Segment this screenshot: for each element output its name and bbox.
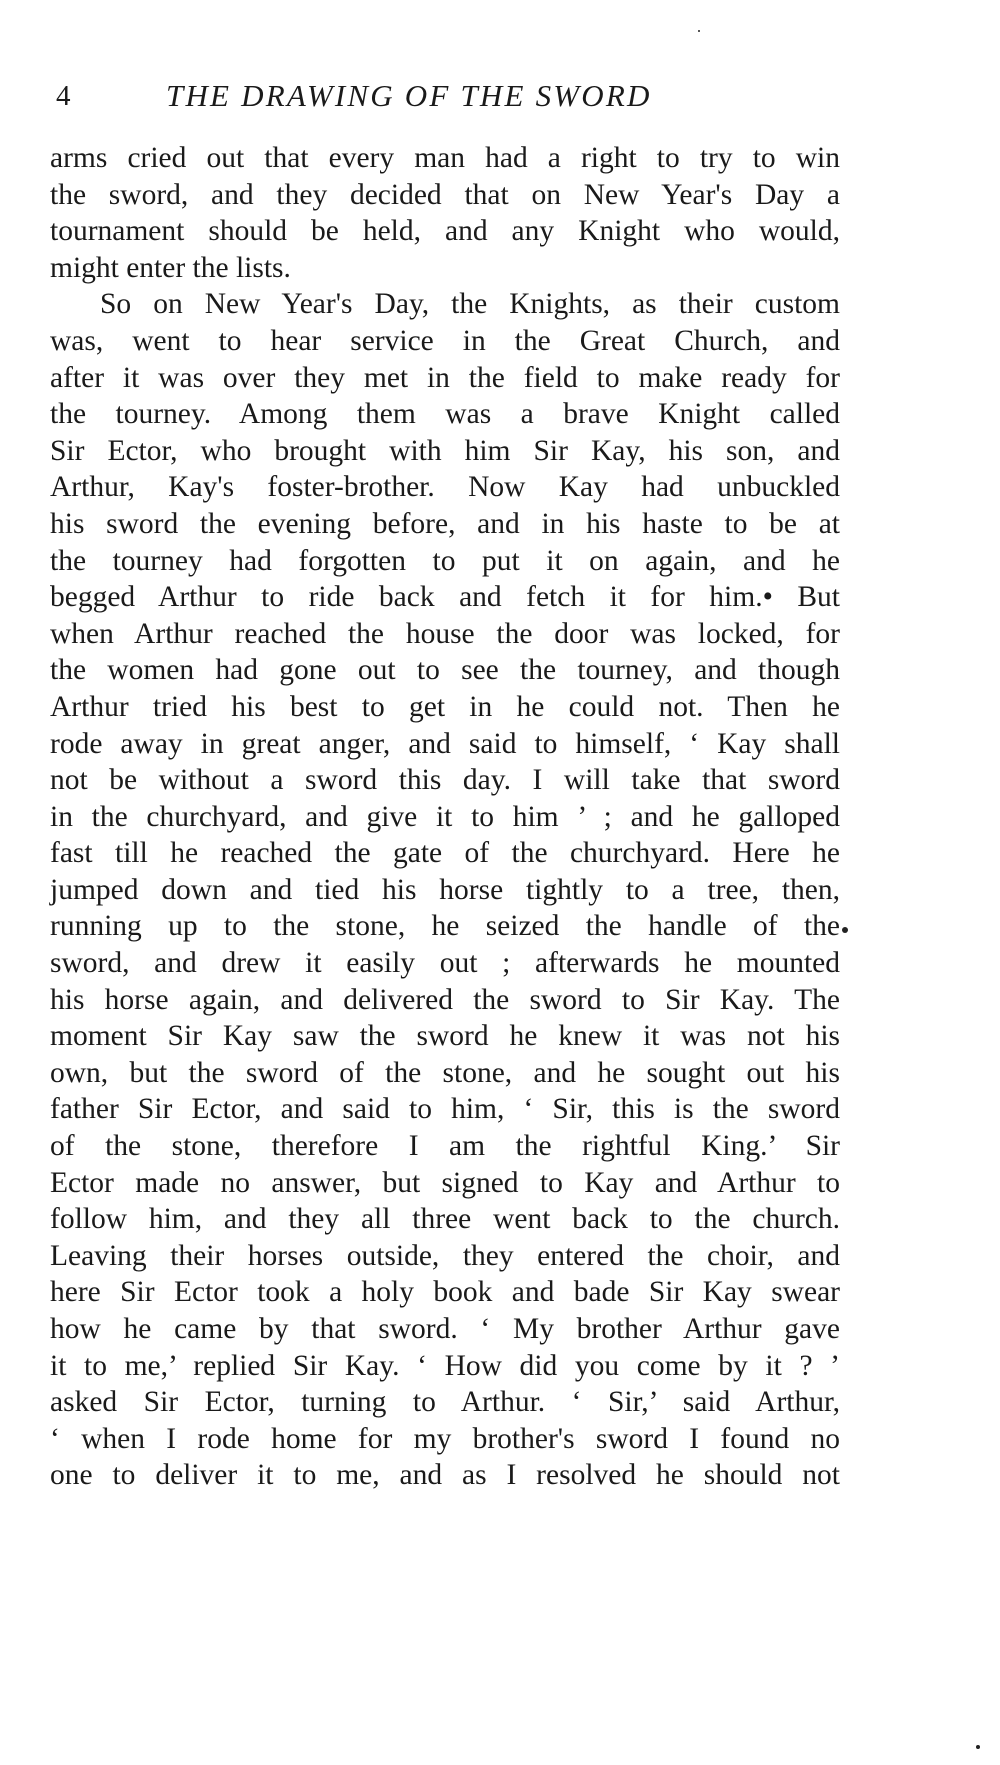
running-title: THE DRAWING OF THE SWORD xyxy=(166,78,652,113)
paragraph-2 xyxy=(50,286,840,1494)
text-line: not be without a sword this day. I will take that sword xyxy=(50,764,840,797)
ink-speck xyxy=(976,1745,980,1749)
paragraph-1 xyxy=(50,140,840,286)
text-line: sword, and drew it easily out ; afterwards he mounted xyxy=(50,947,840,980)
text-line: the tourney. Among them was a brave Knight called xyxy=(50,398,840,431)
text-line: the tourney had forgotten to put it on again, and he xyxy=(50,544,840,577)
text-line: after it was over they met in the field to make ready for xyxy=(50,361,840,394)
text-line: was, went to hear service in the Great Church, and xyxy=(50,324,840,357)
text-line: fast till he reached the gate of the churchyard. Here he xyxy=(50,837,840,870)
text-line: his horse again, and delivered the sword to Sir Kay. The xyxy=(50,983,840,1016)
text-line: moment Sir Kay saw the sword he knew it was not his xyxy=(50,1020,840,1053)
text-line: ‘ when I rode home for my brother's sword I found no xyxy=(50,1422,840,1455)
ink-speck xyxy=(698,30,700,32)
text-line: the women had gone out to see the tourney, and though xyxy=(50,654,840,687)
text-line: how he came by that sword. ‘ My brother Arthur gave xyxy=(50,1313,840,1345)
text-line: rode away in great anger, and said to himself, ‘ Kay shall xyxy=(50,727,840,760)
text-line: jumped down and tied his horse tightly to a tree, then, xyxy=(50,873,840,906)
text-line: his sword the evening before, and in his haste to be at xyxy=(50,507,840,540)
text-line: Leaving their horses outside, they entered the choir, and xyxy=(50,1239,840,1272)
text-line: Ector made no answer, but signed to Kay and Arthur to xyxy=(50,1166,840,1199)
text-line: So on New Year's Day, the Knights, as their custom xyxy=(100,288,840,321)
text-line: Sir Ector, who brought with him Sir Kay, his son, and xyxy=(50,434,840,467)
text-line: might enter the lists. xyxy=(50,251,291,284)
body-text xyxy=(50,140,840,1494)
text-line: running up to the stone, he seized the handle of the xyxy=(50,910,840,943)
ink-speck xyxy=(842,927,848,933)
text-line: in the churchyard, and give it to him ’ ; and he galloped xyxy=(50,800,840,833)
text-line: asked Sir Ector, turning to Arthur. ‘ Sir,’ said Arthur, xyxy=(50,1386,840,1419)
running-head xyxy=(56,78,856,118)
text-line: one to deliver it to me, and as I resolved he should not xyxy=(50,1459,840,1492)
text-line: own, but the sword of the stone, and he sought out his xyxy=(50,1056,840,1089)
text-line: follow him, and they all three went back to the church. xyxy=(50,1203,840,1236)
text-line: the sword, and they decided that on New Year's Day a xyxy=(50,178,840,211)
page-number: 4 xyxy=(56,80,71,112)
text-line: father Sir Ector, and said to him, ‘ Sir, this is the sword xyxy=(50,1093,840,1126)
text-line: Arthur, Kay's foster-brother. Now Kay had unbuckled xyxy=(50,471,840,504)
text-line: arms cried out that every man had a right to try to win xyxy=(50,142,840,174)
text-line: here Sir Ector took a holy book and bade Sir Kay swear xyxy=(50,1276,840,1309)
text-line: of the stone, therefore I am the rightful King.’ Sir xyxy=(50,1130,840,1163)
text-line: Arthur tried his best to get in he could not. Then he xyxy=(50,690,840,723)
text-line: it to me,’ replied Sir Kay. ‘ How did you come by it ? ’ xyxy=(50,1349,840,1382)
text-line: begged Arthur to ride back and fetch it for him.• But xyxy=(50,581,840,614)
text-line: tournament should be held, and any Knight who would, xyxy=(50,215,840,248)
text-line: when Arthur reached the house the door was locked, for xyxy=(50,617,840,650)
